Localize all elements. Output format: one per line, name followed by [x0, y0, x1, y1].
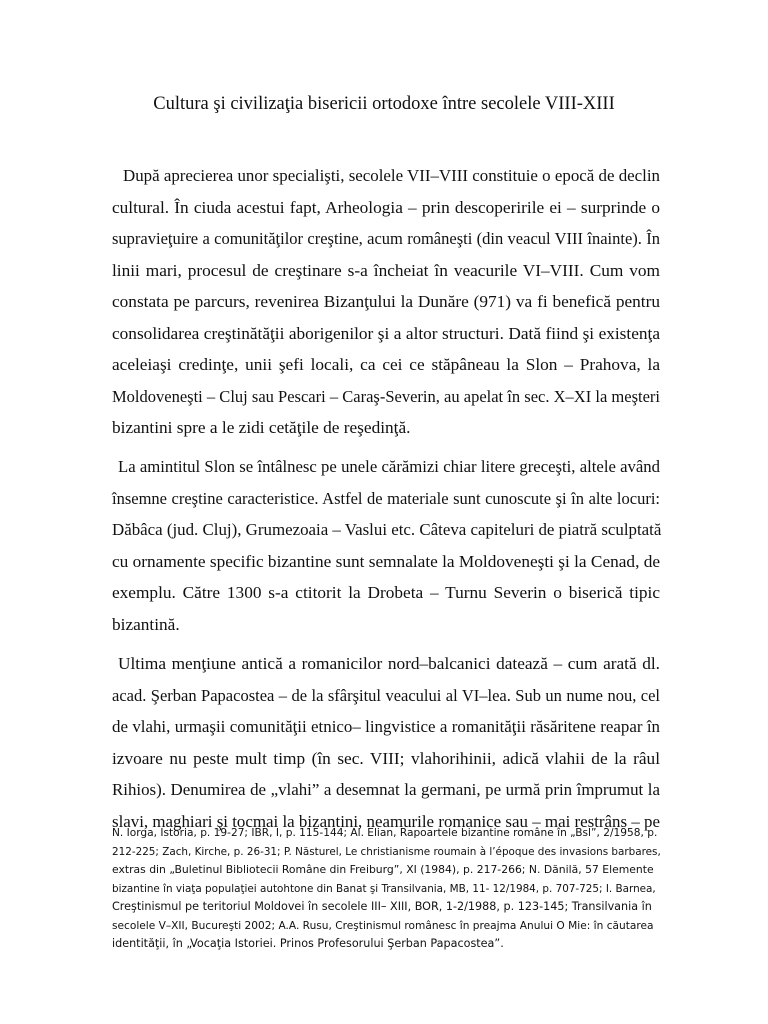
- paragraph-line: de vlahi, urmaşii comunităţii etnico– lingvistice a romanităţii răsăritene reapar în: [112, 717, 660, 736]
- paragraph-line: Ultima menţiune antică a romanicilor nord–balcanici datează – cum arată dl.: [118, 654, 660, 673]
- footnote-line: identităţii, în „Vocaţia Istoriei. Prinos Profesorului Şerban Papacostea”.: [112, 937, 504, 950]
- paragraph-line: supravieţuire a comunităţilor creştine, acum româneşti (din veacul VIII înainte). În: [112, 229, 660, 248]
- footnote-line: extras din „Buletinul Bibliotecii Române din Freiburg”, XI (1984), p. 217-266; N. Dănilă, 57 Elemente: [112, 863, 654, 876]
- paragraph-line: constata pe parcurs, revenirea Bizanţului la Dunăre (971) va fi benefică pentru: [112, 292, 660, 311]
- paragraph-line: însemne creştine caracteristice. Astfel de materiale sunt cunoscute şi în alte locuri:: [112, 488, 660, 508]
- footnote-line: N. Iorga, Istoria, p. 19-27; IBR, I, p. 115-144; Al. Elian, Rapoartele bizantine române în „Bsl”, 2/1958, p.: [112, 827, 658, 839]
- paragraph-line: bizantini spre a le zidi cetăţile de reşedinţă.: [112, 418, 411, 437]
- footnote-line: secolele V–XII, Bucureşti 2002; A.A. Rusu, Creştinismul românesc în preajma Anului O Mie: în căutarea: [112, 919, 654, 932]
- paragraph-line: cultural. În ciuda acestui fapt, Arheologia – prin descoperirile ei – surprinde o: [112, 197, 660, 217]
- paragraph-line: consolidarea creştinătăţii aborigenilor şi a altor structuri. Dată fiind şi existenţa: [112, 323, 660, 343]
- paragraph-line: La amintitul Slon se întâlnesc pe unele cărămizi chiar litere greceşti, altele având: [118, 457, 660, 476]
- paragraph-line: exemplu. Către 1300 s-a ctitorit la Drobeta – Turnu Severin o biserică tipic: [112, 583, 660, 602]
- paragraph-line: Moldoveneşti – Cluj sau Pescari – Caraş-Severin, au apelat în sec. X–XI la meşteri: [112, 386, 660, 406]
- paragraph-line: Rihios). Denumirea de „vlahi” a desemnat la germani, pe urmă prin împrumut la: [112, 780, 660, 799]
- paragraph-line: slavi, maghiari şi tocmai la bizantini, neamurile romanice sau – mai restrâns – pe: [112, 811, 660, 831]
- paragraph-1: [112, 160, 660, 444]
- paragraph-line: După aprecierea unor specialişti, secolele VII–VIII constituie o epocă de declin: [123, 166, 660, 185]
- paragraph-line: linii mari, procesul de creştinare s-a încheiat în veacurile VI–VIII. Cum vom: [112, 260, 660, 280]
- footnote-line: Creştinismul pe teritoriul Moldovei în secolele III– XIII, BOR, 1-2/1988, p. 123-145; Transilvania în: [112, 900, 652, 913]
- footnote-line: 212-225; Zach, Kirche, p. 26-31; P. Năsturel, Le christianisme roumain à l’époque des invasions barbares,: [112, 845, 661, 858]
- paragraph-line: aceleiaşi credinţe, unii şefi locali, ca cei ce stăpâneau la Slon – Prahova, la: [112, 355, 660, 374]
- paragraph-2: [112, 451, 660, 640]
- page-title: Cultura şi civilizaţia bisericii ortodoxe între secolele VIII-XIII: [153, 94, 615, 114]
- footnote-line: bizantine în viaţa populaţiei autohtone din Banat şi Transilvania, MB, 11- 12/1984, p. 707-725; I. Barnea,: [112, 882, 656, 895]
- paragraph-line: cu ornamente specific bizantine sunt semnalate la Moldoveneşti şi la Cenad, de: [112, 551, 661, 571]
- paragraph-line: acad. Şerban Papacostea – de la sfârşitul veacului al VI–lea. Sub un nume nou, cel: [112, 685, 660, 705]
- paragraph-3: [112, 648, 660, 837]
- paragraph-line: izvoare nu peste mult timp (în sec. VIII; vlahorihinii, adică vlahii de la râul: [112, 748, 660, 768]
- footnote: [112, 824, 660, 954]
- paragraph-line: bizantină.: [112, 614, 180, 634]
- paragraph-line: Dăbâca (jud. Cluj), Grumezoaia – Vaslui etc. Câteva capiteluri de piatră sculptată: [112, 520, 662, 539]
